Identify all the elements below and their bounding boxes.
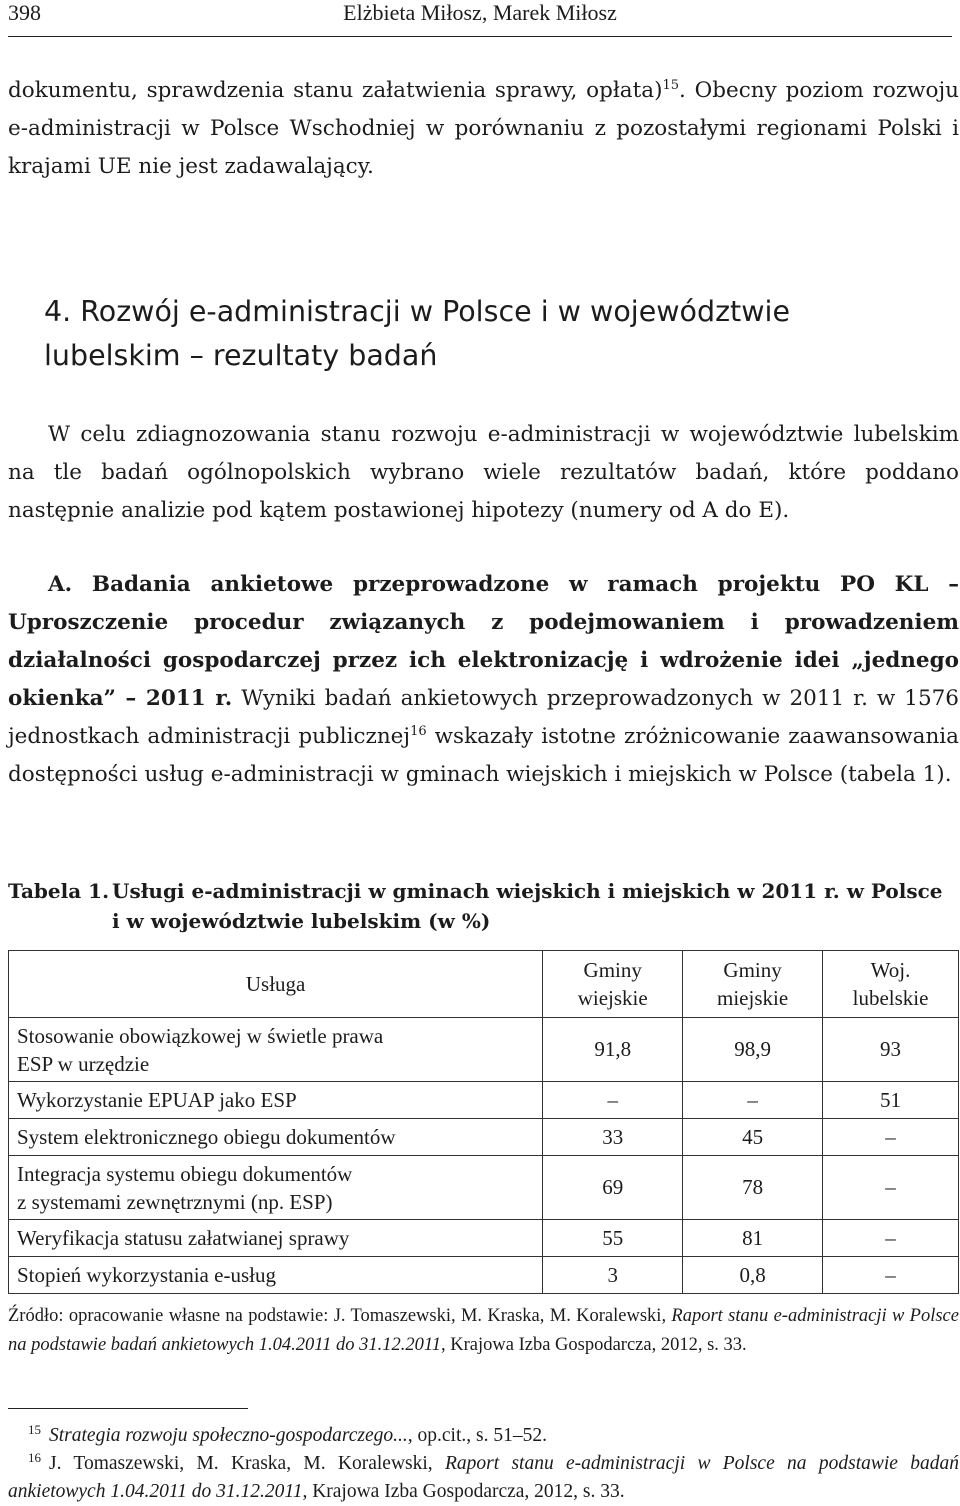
table-header-row xyxy=(9,951,959,1018)
section-heading xyxy=(44,290,944,378)
footnote-text-cont: , Krajowa Izba Gospodarcza, 2012, s. 33. xyxy=(302,1481,625,1502)
footnote-italic: Raport stanu e-administracji w Polsce na podstawie badań ankietowych 1.04.2011 do 31.12.2011 xyxy=(8,1453,959,1502)
table-row xyxy=(9,1119,959,1156)
cell-lubelskie: 93 xyxy=(823,1018,959,1082)
table-caption xyxy=(8,876,959,936)
cell-urban: 98,9 xyxy=(683,1018,823,1082)
header-urban: Gminy miejskie xyxy=(683,951,823,1018)
footnote-ref-16[interactable]: 16 xyxy=(410,723,427,739)
page-number: 398 xyxy=(8,0,41,25)
footnote-text: J. Tomaszewski, M. Kraska, M. Koralewski, xyxy=(49,1453,445,1474)
cell-lubelskie: 51 xyxy=(823,1082,959,1119)
table-source-note xyxy=(8,1302,959,1360)
paragraph-a-text-cont: wskazały istotne zróżnicowanie zaawansowania dostępności usług e-administracji w gminach wiejskich i miejskich w Polsce (tabela 1). xyxy=(8,724,959,787)
paragraph-a xyxy=(8,566,959,794)
header-lubelskie: Woj. lubelskie xyxy=(823,951,959,1018)
footnote-number: 15 xyxy=(28,1421,41,1437)
services-table xyxy=(8,950,959,1294)
section-paragraph xyxy=(8,416,959,530)
row-label: Stosowanie obowiązkowej w świetle prawa ESP w urzędzie xyxy=(9,1018,543,1082)
table-row xyxy=(9,1257,959,1294)
header-service: Usługa xyxy=(9,951,543,1018)
section-paragraph-text: W celu zdiagnozowania stanu rozwoju e-administracji w województwie lubelskim na tle badań ogólnopolskich wybrano wiele rezultatów badań, które poddano następnie analizie pod kątem postawionej hipotezy (numery od A do E). xyxy=(8,422,959,523)
header-rule xyxy=(8,36,952,37)
cell-rural: 33 xyxy=(543,1119,683,1156)
footnote-15 xyxy=(8,1422,959,1450)
row-label: Stopień wykorzystania e-usług xyxy=(9,1257,543,1294)
running-authors: Elżbieta Miłosz, Marek Miłosz xyxy=(343,0,617,25)
footnote-italic: Strategia rozwoju społeczno-gospodarczego... xyxy=(49,1425,408,1446)
cell-urban: 45 xyxy=(683,1119,823,1156)
footnote-number: 16 xyxy=(28,1449,41,1465)
row-label: Integracja systemu obiegu dokumentów z systemami zewnętrznymi (np. ESP) xyxy=(9,1156,543,1220)
header-rural: Gminy wiejskie xyxy=(543,951,683,1018)
cell-rural: 69 xyxy=(543,1156,683,1220)
intro-text: dokumentu, sprawdzenia stanu załatwienia sprawy, opłata) xyxy=(8,78,663,103)
section-heading-line2: lubelskim – rezultaty badań xyxy=(44,339,438,372)
intro-paragraph xyxy=(8,72,959,186)
intro-text-cont: . Obecny poziom rozwoju e-administracji w Polsce Wschodniej w porównaniu z pozostałymi regionami Polski i krajami UE nie jest zadawalający. xyxy=(8,78,960,179)
table-row xyxy=(9,1156,959,1220)
paragraph-a-lead: A. Badania ankietowe przeprowadzone w ramach projektu PO KL – Uproszczenie procedur związanych z podejmowaniem i prowadzeniem działalności gospodarczej przez ich elektronizację i wdrożenie idei „jednego okienka” – 2011 r. xyxy=(8,572,959,711)
table-row xyxy=(9,1082,959,1119)
cell-rural: – xyxy=(543,1082,683,1119)
footnote-text: , op.cit., s. 51–52. xyxy=(407,1425,547,1446)
cell-rural: 55 xyxy=(543,1220,683,1257)
running-header xyxy=(8,0,952,26)
cell-urban: 81 xyxy=(683,1220,823,1257)
footnote-rule xyxy=(8,1408,248,1409)
cell-urban: 78 xyxy=(683,1156,823,1220)
cell-lubelskie: – xyxy=(823,1119,959,1156)
cell-lubelskie: – xyxy=(823,1257,959,1294)
cell-urban: – xyxy=(683,1082,823,1119)
row-label: Wykorzystanie EPUAP jako ESP xyxy=(9,1082,543,1119)
row-label: Weryfikacja statusu załatwianej sprawy xyxy=(9,1220,543,1257)
table-caption-line2: i w województwie lubelskim (w %) xyxy=(112,909,491,933)
cell-urban: 0,8 xyxy=(683,1257,823,1294)
source-suffix: , Krajowa Izba Gospodarcza, 2012, s. 33. xyxy=(441,1335,747,1355)
table-caption-line1: Usługi e-administracji w gminach wiejskich i miejskich w 2011 r. w Polsce xyxy=(112,879,943,903)
source-title: Raport stanu e-administracji w Polsce na podstawie badań ankietowych 1.04.2011 do 31.12.2011 xyxy=(8,1306,959,1355)
table-caption-label: Tabela 1. xyxy=(8,879,110,903)
footnotes xyxy=(8,1422,959,1506)
footnote-ref-15[interactable]: 15 xyxy=(662,77,680,93)
cell-rural: 3 xyxy=(543,1257,683,1294)
table-row xyxy=(9,1220,959,1257)
cell-lubelskie: – xyxy=(823,1156,959,1220)
table-row xyxy=(9,1018,959,1082)
row-label: System elektronicznego obiegu dokumentów xyxy=(9,1119,543,1156)
footnote-16 xyxy=(8,1450,959,1506)
section-heading-line1: 4. Rozwój e-administracji w Polsce i w województwie xyxy=(44,295,790,328)
cell-rural: 91,8 xyxy=(543,1018,683,1082)
paragraph-a-text: Wyniki badań ankietowych przeprowadzonych w 2011 r. w 1576 jednostkach administracji publicznej xyxy=(8,686,959,749)
source-prefix: Źródło: opracowanie własne na podstawie: J. Tomaszewski, M. Kraska, M. Koralewski, xyxy=(8,1306,672,1326)
cell-lubelskie: – xyxy=(823,1220,959,1257)
